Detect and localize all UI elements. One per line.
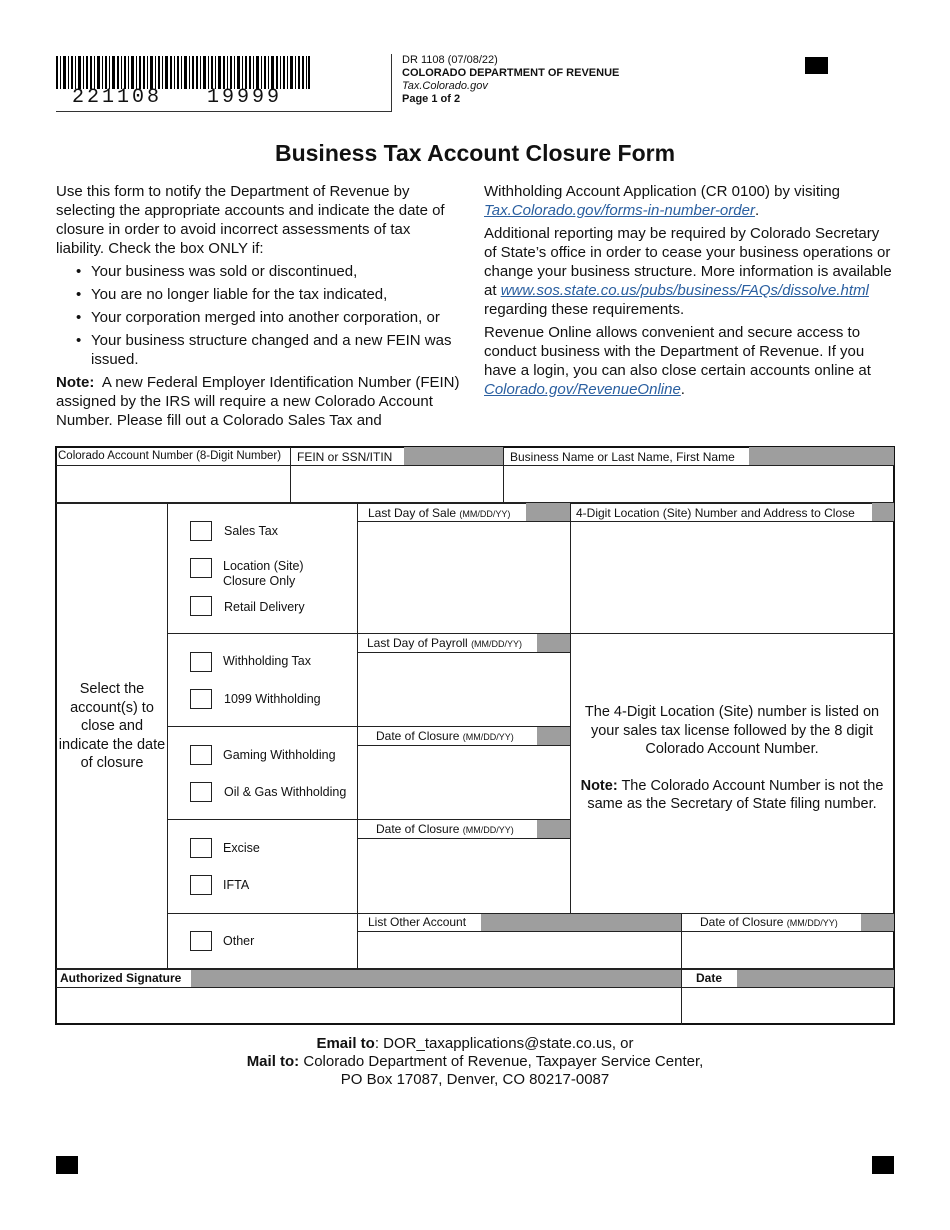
sos-text: Additional reporting may be required by Colorado Secretary of State’s office in order to cease your business operations or change your business structure. More information is available at — [484, 225, 892, 299]
mail-label: Mail to: — [246, 1053, 300, 1070]
location-note — [572, 777, 892, 814]
shaded-cell — [537, 727, 570, 745]
list-item: • Your business was sold or discontinued, — [56, 262, 460, 281]
shaded-cell — [537, 634, 570, 652]
row-line — [167, 726, 570, 727]
revenue-online-text: Revenue Online allows convenient and secure access to conduct business with the Department of Revenue. If you have a login, you can also close certain accounts online at — [484, 324, 871, 379]
withholding-tax-label: Withholding Tax — [223, 654, 312, 668]
list-other-account-label: List Other Account — [368, 915, 467, 929]
email-address: : DOR_taxapplications@state.co.us, or — [374, 1035, 634, 1052]
revenue-online-paragraph: Revenue Online allows convenient and secure access to conduct business with the Department of Revenue. If you have a login, you can also close certain accounts online at Colorado.gov/RevenueOnline. — [484, 324, 871, 398]
location-info — [572, 703, 892, 832]
note-text: A new Federal Employer Identification Number (FEIN) assigned by the IRS will require a new Colorado Account Number. Please fill out a Colorado Sales Tax and — [56, 374, 460, 429]
excise-label: Excise — [223, 841, 260, 855]
row-line — [167, 819, 570, 820]
signature-date-field[interactable] — [682, 988, 893, 1024]
registration-mark-top-right — [805, 57, 828, 74]
shaded-cell — [749, 447, 894, 465]
list-item: • Your corporation merged into another corporation, or — [56, 308, 460, 327]
fein-note — [56, 373, 460, 430]
other-checkbox[interactable] — [190, 931, 212, 951]
withholding-1099-label: 1099 Withholding — [224, 692, 321, 706]
sales-tax-checkbox[interactable] — [190, 521, 212, 541]
row-line — [570, 633, 894, 634]
email-label: Email to — [316, 1035, 375, 1052]
location-address-label: 4-Digit Location (Site) Number and Address to Close — [576, 506, 855, 520]
gaming-date-of-closure-label: Date of Closure (MM/DD/YY) — [376, 729, 514, 743]
sales-tax-label: Sales Tax — [224, 524, 278, 538]
business-name-field[interactable] — [504, 466, 893, 502]
date-label: Date — [696, 971, 723, 985]
select-accounts-instruction: Select the account(s) to close and indicate the date of closure — [58, 681, 166, 771]
gaming-date-of-closure-field[interactable] — [358, 746, 569, 818]
shaded-cell — [872, 503, 894, 521]
sos-paragraph — [484, 224, 894, 319]
barcode-number: 221108 19999 — [72, 86, 283, 109]
intro-right — [484, 182, 894, 403]
location-address-field[interactable] — [571, 522, 893, 632]
other-label: Other — [223, 934, 255, 948]
shaded-cell — [537, 820, 570, 838]
shaded-cell — [404, 447, 503, 465]
ifta-label: IFTA — [223, 878, 250, 892]
form-code: DR 1108 (07/08/22) — [402, 54, 498, 66]
other-account-field[interactable] — [358, 932, 680, 968]
revenue-online-link[interactable]: Colorado.gov/RevenueOnline — [484, 381, 681, 398]
form-info — [402, 54, 619, 106]
last-day-of-sale-label: Last Day of Sale (MM/DD/YY) — [368, 506, 511, 520]
note-label: Note: — [56, 374, 95, 391]
mail-address-line1: Colorado Department of Revenue, Taxpayer Service Center, — [299, 1053, 704, 1070]
other-date-of-closure-label: Date of Closure (MM/DD/YY) — [700, 915, 838, 929]
department-website: Tax.Colorado.gov — [402, 80, 488, 92]
header-divider — [56, 111, 392, 112]
mail-address-line2: PO Box 17087, Denver, CO 80217-0087 — [340, 1071, 610, 1088]
account-number-field[interactable] — [57, 466, 289, 502]
department-name: COLORADO DEPARTMENT OF REVENUE — [402, 67, 620, 79]
row-line — [56, 502, 894, 504]
location-closure-label: Location (Site) Closure Only — [223, 559, 304, 588]
sos-link[interactable]: www.sos.state.co.us/pubs/business/FAQs/dissolve.html — [500, 282, 869, 299]
row-line — [167, 633, 570, 634]
conditions-list — [56, 262, 460, 369]
forms-link[interactable]: Tax.Colorado.gov/forms-in-number-order — [484, 202, 755, 219]
other-date-of-closure-field[interactable] — [682, 932, 893, 968]
location-info-text: The 4-Digit Location (Site) number is listed on your sales tax license followed by the 8 digit Colorado Account Number. — [584, 704, 880, 757]
excise-checkbox[interactable] — [190, 838, 212, 858]
last-day-of-payroll-label: Last Day of Payroll (MM/DD/YY) — [367, 636, 523, 650]
signature-label: Authorized Signature — [60, 971, 182, 985]
application-text: Withholding Account Application (CR 0100) by visiting — [484, 183, 841, 200]
withholding-tax-checkbox[interactable] — [190, 652, 212, 672]
intro-paragraph: Use this form to notify the Department of Revenue by selecting the appropriate accounts and indicate the date of closure in order to avoid incorrect assessments of tax liability. Check the box ONLY if: — [56, 183, 445, 257]
signature-field[interactable] — [57, 988, 680, 1024]
registration-mark-bottom-right — [872, 1156, 894, 1174]
barcode — [56, 56, 310, 89]
list-item: • You are no longer liable for the tax indicated, — [56, 285, 460, 304]
application-paragraph: Withholding Account Application (CR 0100) by visiting Tax.Colorado.gov/forms-in-number-order. — [484, 183, 841, 219]
excise-date-of-closure-label: Date of Closure (MM/DD/YY) — [376, 822, 514, 836]
ifta-checkbox[interactable] — [190, 875, 212, 895]
last-day-of-sale-field[interactable] — [358, 522, 569, 632]
registration-mark-bottom-left — [56, 1156, 78, 1174]
col-line — [167, 503, 168, 969]
intro-left — [56, 182, 460, 434]
shaded-cell — [737, 970, 894, 987]
shaded-cell — [861, 914, 894, 931]
gaming-withholding-label: Gaming Withholding — [223, 748, 336, 762]
header-divider-vertical — [391, 54, 392, 112]
shaded-cell — [481, 914, 681, 931]
oil-gas-withholding-checkbox[interactable] — [190, 782, 212, 802]
location-closure-checkbox[interactable] — [190, 558, 212, 578]
page-indicator: Page 1 of 2 — [402, 93, 461, 105]
submission-instructions — [0, 1035, 950, 1089]
withholding-1099-checkbox[interactable] — [190, 689, 212, 709]
account-number-label: Colorado Account Number (8-Digit Number) — [58, 450, 282, 462]
page-title: Business Tax Account Closure Form — [274, 140, 676, 166]
shaded-cell — [191, 970, 681, 987]
oil-gas-withholding-label: Oil & Gas Withholding — [224, 785, 347, 799]
retail-delivery-checkbox[interactable] — [190, 596, 212, 616]
list-item: • Your business structure changed and a new FEIN was issued. — [56, 331, 460, 369]
sos-tail: regarding these requirements. — [484, 301, 685, 318]
last-day-of-payroll-field[interactable] — [358, 653, 569, 725]
shaded-cell — [526, 503, 570, 521]
fein-field[interactable] — [291, 466, 502, 502]
gaming-withholding-checkbox[interactable] — [190, 745, 212, 765]
business-name-label: Business Name or Last Name, First Name — [510, 450, 735, 464]
fein-label: FEIN or SSN/ITIN — [297, 450, 393, 464]
location-note-text: The Colorado Account Number is not the same as the Secretary of State filing number. — [587, 777, 884, 812]
excise-date-of-closure-field[interactable] — [358, 839, 569, 912]
email-line — [0, 1035, 950, 1053]
retail-delivery-label: Retail Delivery — [224, 600, 305, 614]
mail-line — [0, 1053, 950, 1071]
location-note-label: Note: — [580, 777, 618, 794]
